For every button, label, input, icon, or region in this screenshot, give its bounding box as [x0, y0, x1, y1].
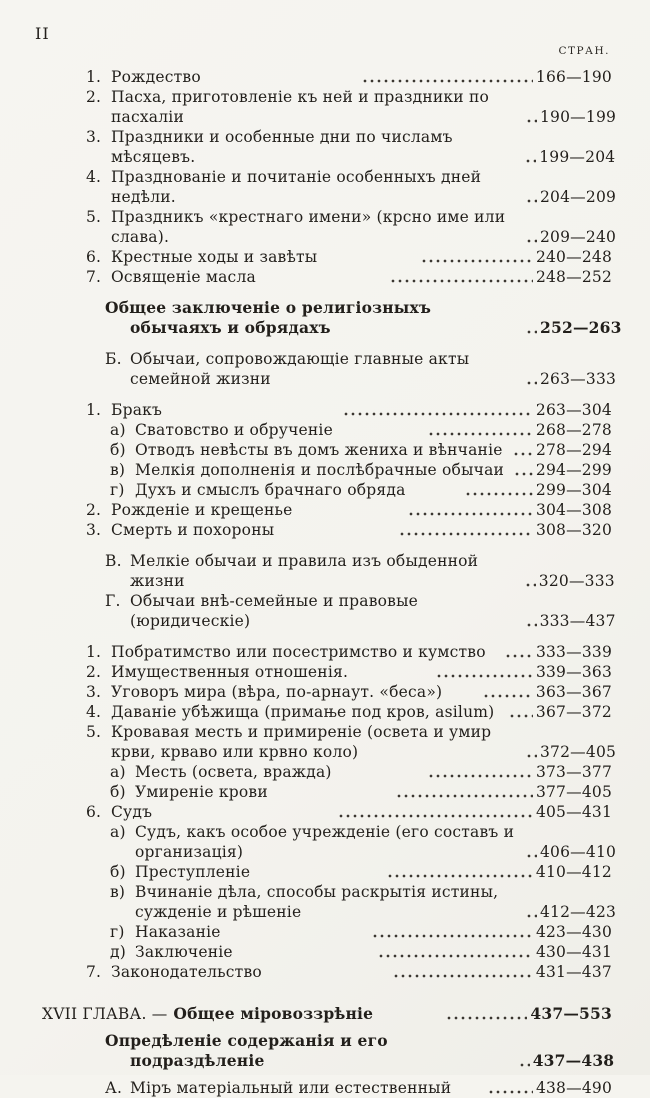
toc-entry-title: Уговоръ мира (вѣра, по-арнаут. «беса»): [111, 683, 443, 701]
toc-entry: [110, 480, 612, 500]
toc-entry-title: Вчинаніе дѣла, способы раскрытія истины, сужденіе и рѣшеніе: [135, 883, 499, 921]
toc-entry-pages: 240—248: [535, 248, 613, 266]
toc-entry-title: Смерть и похороны: [111, 521, 275, 539]
toc-entry-label: г): [110, 923, 125, 941]
toc-entry: [86, 962, 612, 982]
toc-entry: [86, 127, 616, 167]
toc-entry-pages: 339—363: [535, 663, 613, 681]
dot-leader: [506, 654, 533, 658]
toc-entry-title: Заключеніе: [135, 943, 233, 961]
toc-entry-title: Кровавая месть и примиреніе (освета и умир крви, крваво или крвно коло): [111, 723, 492, 761]
toc-entry: [86, 67, 612, 87]
dot-leader: [447, 1016, 528, 1020]
toc-entry-pages: 406—410: [540, 843, 617, 861]
toc-entry-label: Г.: [105, 592, 121, 610]
toc-entry-pages: 423—430: [535, 923, 613, 941]
toc-entry: [105, 591, 616, 631]
toc-entry-pages: 199—204: [539, 148, 616, 166]
toc-entry-title: Общее заключеніе о религіозныхъ обычаяхъ и обрядахъ: [105, 298, 432, 337]
toc-entry-pages: 363—367: [535, 683, 612, 701]
dot-leader: [526, 583, 536, 587]
dot-leader: [394, 974, 533, 978]
toc-entry-main: [105, 1078, 486, 1098]
dot-leader: [388, 874, 533, 878]
toc-entry-main: [86, 400, 341, 420]
toc-entry-title: Рожденіе и крещенье: [111, 501, 293, 519]
toc-entry: [86, 167, 617, 207]
toc-entry-title: Праздникъ «крестнаго имени» (крсно име или слава).: [111, 208, 506, 246]
toc-entry-label: 2.: [86, 88, 102, 106]
toc-entry-label: 3.: [86, 683, 102, 701]
toc-entry: [86, 802, 612, 822]
toc-entry-main: [86, 87, 524, 127]
dot-leader: [527, 623, 537, 627]
toc-entry-main: [110, 420, 426, 440]
toc-entry: [86, 722, 617, 762]
dot-leader: [391, 279, 533, 283]
toc-entry-label: а): [110, 421, 126, 439]
toc-entry: [86, 247, 612, 267]
toc-entry-title: Пасха, приготовленіе къ ней и праздники по пасхаліи: [111, 88, 490, 126]
toc-entry-label: 6.: [86, 803, 102, 821]
dot-leader: [510, 714, 533, 718]
toc-entry-title: Умиреніе крови: [135, 783, 268, 801]
dot-leader: [526, 159, 536, 163]
toc-entry: [86, 400, 612, 420]
toc-entry-main: [86, 167, 524, 207]
toc-entry-title: Судъ, какъ особое учрежденіе (его составъ и организація): [135, 823, 515, 861]
toc-entry: [110, 762, 612, 782]
toc-entry-main: [86, 247, 419, 267]
toc-entry: [105, 1078, 612, 1098]
toc-entry-label: 5.: [86, 208, 102, 226]
toc-entry-pages: 377—405: [535, 783, 613, 801]
toc-entry-pages: 320—333: [538, 572, 615, 590]
toc-entry-main: [86, 500, 406, 520]
toc-entry-main: [110, 782, 394, 802]
toc-entry: [86, 682, 612, 702]
toc-entry-pages: 410—412: [535, 863, 612, 881]
toc-entry-main: [110, 460, 512, 480]
toc-entry-pages: 263—333: [540, 370, 617, 388]
toc-entry-pages: 333—339: [535, 643, 613, 661]
dot-leader: [409, 512, 533, 516]
dot-leader: [527, 381, 537, 385]
toc-entry-main: [86, 802, 336, 822]
toc-entry-label: б): [110, 863, 126, 881]
toc-entry-title: Мелкія дополненія и послѣбрачные обычаи: [135, 461, 505, 479]
toc-entry-pages: 304—308: [535, 501, 613, 519]
toc-entry: [110, 882, 617, 922]
toc-entry-main: [86, 642, 503, 662]
dot-leader: [527, 199, 537, 203]
toc-entry: [42, 1004, 612, 1024]
dot-leader: [363, 79, 533, 83]
toc-entry-pages: 263—304: [535, 401, 612, 419]
toc-entry-title: Отводъ невѣсты въ домъ жениха и вѣнчаніе: [135, 441, 503, 459]
dot-leader: [527, 854, 537, 858]
dot-leader: [527, 914, 537, 918]
dot-leader: [429, 774, 533, 778]
dot-leader: [344, 412, 533, 416]
dot-leader: [422, 259, 533, 263]
toc-entry-main: [110, 762, 426, 782]
toc-entry: [86, 662, 612, 682]
toc-entry-label: б): [110, 783, 126, 801]
toc-entry-label: 2.: [86, 501, 102, 519]
toc-entry-pages: 190—199: [540, 108, 617, 126]
toc-entry-pages: 294—299: [535, 461, 612, 479]
dot-leader: [466, 492, 533, 496]
toc-entry-main: [105, 298, 524, 338]
toc-entry: [110, 942, 612, 962]
dot-leader: [373, 934, 533, 938]
toc-entry-label: в): [110, 883, 126, 901]
toc-entry-pages: 299—304: [535, 481, 612, 499]
toc-entry-pages: 268—278: [535, 421, 612, 439]
toc-entry: [86, 642, 612, 662]
toc-entry-title: Празднованіе и почитаніе особенныхъ дней недѣли.: [111, 168, 482, 206]
toc-entry-title: Опредѣленіе содержанія и его подраздѣленіе: [105, 1031, 388, 1070]
toc-entry: [86, 702, 612, 722]
toc-entry-title: Имущественныя отношенія.: [111, 663, 349, 681]
toc-entry-main: [86, 520, 397, 540]
toc-entry-pages: 431—437: [535, 963, 612, 981]
toc-entry-title: Месть (освета, вражда): [135, 763, 332, 781]
toc-entry-main: [110, 822, 524, 862]
toc-entry: [105, 298, 622, 338]
toc-entry-pages: 204—209: [540, 188, 617, 206]
toc-entry-main: [86, 67, 360, 87]
toc-entry-label: в): [110, 461, 126, 479]
toc-entry-title: Крестные ходы и завѣты: [111, 248, 318, 266]
dot-leader: [514, 452, 533, 456]
dot-leader: [527, 754, 537, 758]
toc-entry-label: 3.: [86, 521, 102, 539]
toc-entry-pages: 438—490: [535, 1079, 613, 1097]
dot-leader: [527, 239, 537, 243]
pages-column-header: СТРАН.: [558, 45, 610, 57]
dot-leader: [527, 119, 537, 123]
toc-entry: [86, 207, 617, 247]
toc-entry-label: 6.: [86, 248, 102, 266]
dot-leader: [484, 694, 533, 698]
page-header: [35, 24, 612, 57]
toc-entry-main: [86, 702, 507, 722]
dot-leader: [489, 1090, 533, 1094]
toc-entry-title: Обычаи внѣ-семейные и правовые (юридическіе): [130, 592, 418, 630]
dot-leader: [437, 674, 533, 678]
dot-leader: [429, 432, 532, 436]
toc-entry-title: Освященіе масла: [111, 268, 256, 286]
page-number: II: [35, 24, 50, 43]
toc-entry-label: 3.: [86, 128, 102, 146]
toc-entry: [110, 420, 612, 440]
toc-entry-label: Б.: [105, 350, 122, 368]
toc-entry: [105, 551, 615, 591]
toc-entry-main: [110, 882, 524, 922]
dot-leader: [400, 532, 533, 536]
toc-entry-label: 7.: [86, 268, 102, 286]
toc-entry-pages: 252—263: [540, 318, 622, 337]
toc-entry-pages: 437—438: [532, 1051, 615, 1070]
toc-entry: [105, 349, 617, 389]
toc-entry-pages: 209—240: [540, 228, 617, 246]
toc-entry-main: [86, 127, 523, 167]
toc-entry: [110, 440, 612, 460]
toc-entry-pages: 412—423: [540, 903, 617, 921]
toc-entry-main: [110, 862, 385, 882]
toc-entry-main: [86, 682, 481, 702]
toc-entry-pages: 372—405: [540, 743, 617, 761]
toc-entry-label: 5.: [86, 723, 102, 741]
toc-entry-title: Сватовство и обрученіе: [135, 421, 333, 439]
toc-entry-label: а): [110, 763, 126, 781]
toc-entry-main: [86, 662, 434, 682]
toc-entry-title: Общее міровоззрѣніе: [173, 1004, 374, 1023]
toc-entry-title: Наказаніе: [135, 923, 221, 941]
toc-entry-label: г): [110, 481, 125, 499]
toc-entry-title: Судъ: [111, 803, 153, 821]
toc-entry: [110, 922, 612, 942]
dot-leader: [527, 330, 537, 334]
toc-entry-main: [86, 207, 524, 247]
toc-entry-title: Рождество: [111, 68, 201, 86]
dot-leader: [515, 472, 533, 476]
toc-entry-title: Мелкіе обычаи и правила изъ обыденной жизни: [130, 552, 479, 590]
toc-entry-pages: 367—372: [535, 703, 612, 721]
toc-entry-title: Бракъ: [111, 401, 163, 419]
toc-entry-main: [110, 440, 511, 460]
toc-entry: [105, 1031, 615, 1071]
toc-entry-title: Міръ матеріальный или естественный: [130, 1079, 452, 1097]
toc-entry-label: XVII ГЛАВА. —: [42, 1005, 168, 1023]
toc-entry-title: Обычаи, сопровождающіе главные акты семейной жизни: [130, 350, 470, 388]
toc-entry-label: 1.: [86, 401, 102, 419]
toc-entry-main: [110, 942, 376, 962]
toc-entry-main: [86, 267, 388, 287]
toc-entry-pages: 430—431: [535, 943, 613, 961]
toc-entry-main: [42, 1004, 444, 1024]
toc-entry-pages: 166—190: [535, 68, 612, 86]
toc-entry: [86, 500, 612, 520]
toc-entry: [110, 782, 612, 802]
toc-entry-pages: 333—437: [539, 612, 616, 630]
dot-leader: [339, 814, 533, 818]
toc-entry-main: [105, 1031, 517, 1071]
toc-entry-label: 2.: [86, 663, 102, 681]
toc-entry-label: 1.: [86, 643, 102, 661]
toc-entry-label: 4.: [86, 703, 102, 721]
toc-entry: [110, 460, 612, 480]
toc-entry: [86, 87, 617, 127]
toc-entry-title: Преступленіе: [135, 863, 251, 881]
toc-entry-label: 7.: [86, 963, 102, 981]
toc-entry-pages: 278—294: [535, 441, 613, 459]
dot-leader: [520, 1063, 530, 1067]
toc-entry-title: Духъ и смыслъ брачнаго обряда: [135, 481, 406, 499]
toc-entry-title: Побратимство или посестримство и кумство: [111, 643, 486, 661]
toc-entry-main: [110, 480, 463, 500]
toc-entry-main: [105, 551, 523, 591]
toc-entry-label: 1.: [86, 68, 102, 86]
toc-entry-title: Законодательство: [111, 963, 262, 981]
toc-entry: [110, 862, 612, 882]
toc-entry: [86, 520, 612, 540]
toc-entry-pages: 248—252: [535, 268, 613, 286]
toc-entry-main: [86, 722, 524, 762]
toc-entry-label: б): [110, 441, 126, 459]
toc-entry-title: Даваніе убѣжища (примање под кров, asilum): [111, 703, 495, 721]
toc-entry-label: А.: [105, 1079, 123, 1097]
toc-entry-pages: 405—431: [535, 803, 613, 821]
toc-entry-main: [105, 349, 524, 389]
toc-entry: [86, 267, 612, 287]
toc-entry-main: [110, 922, 370, 942]
dot-leader: [397, 794, 533, 798]
toc-entry-label: 4.: [86, 168, 102, 186]
table-of-contents: [42, 67, 622, 1098]
dot-leader: [379, 954, 533, 958]
toc-entry-pages: 308—320: [535, 521, 613, 539]
toc-entry-label: д): [110, 943, 126, 961]
toc-entry-pages: 373—377: [535, 763, 613, 781]
toc-entry: [110, 822, 617, 862]
toc-entry-main: [86, 962, 391, 982]
toc-entry-title: Праздники и особенные дни по числамъ мѣсяцевъ.: [111, 128, 453, 166]
toc-entry-label: а): [110, 823, 126, 841]
toc-entry-pages: 437—553: [530, 1004, 612, 1023]
toc-entry-main: [105, 591, 524, 631]
toc-entry-label: В.: [105, 552, 122, 570]
